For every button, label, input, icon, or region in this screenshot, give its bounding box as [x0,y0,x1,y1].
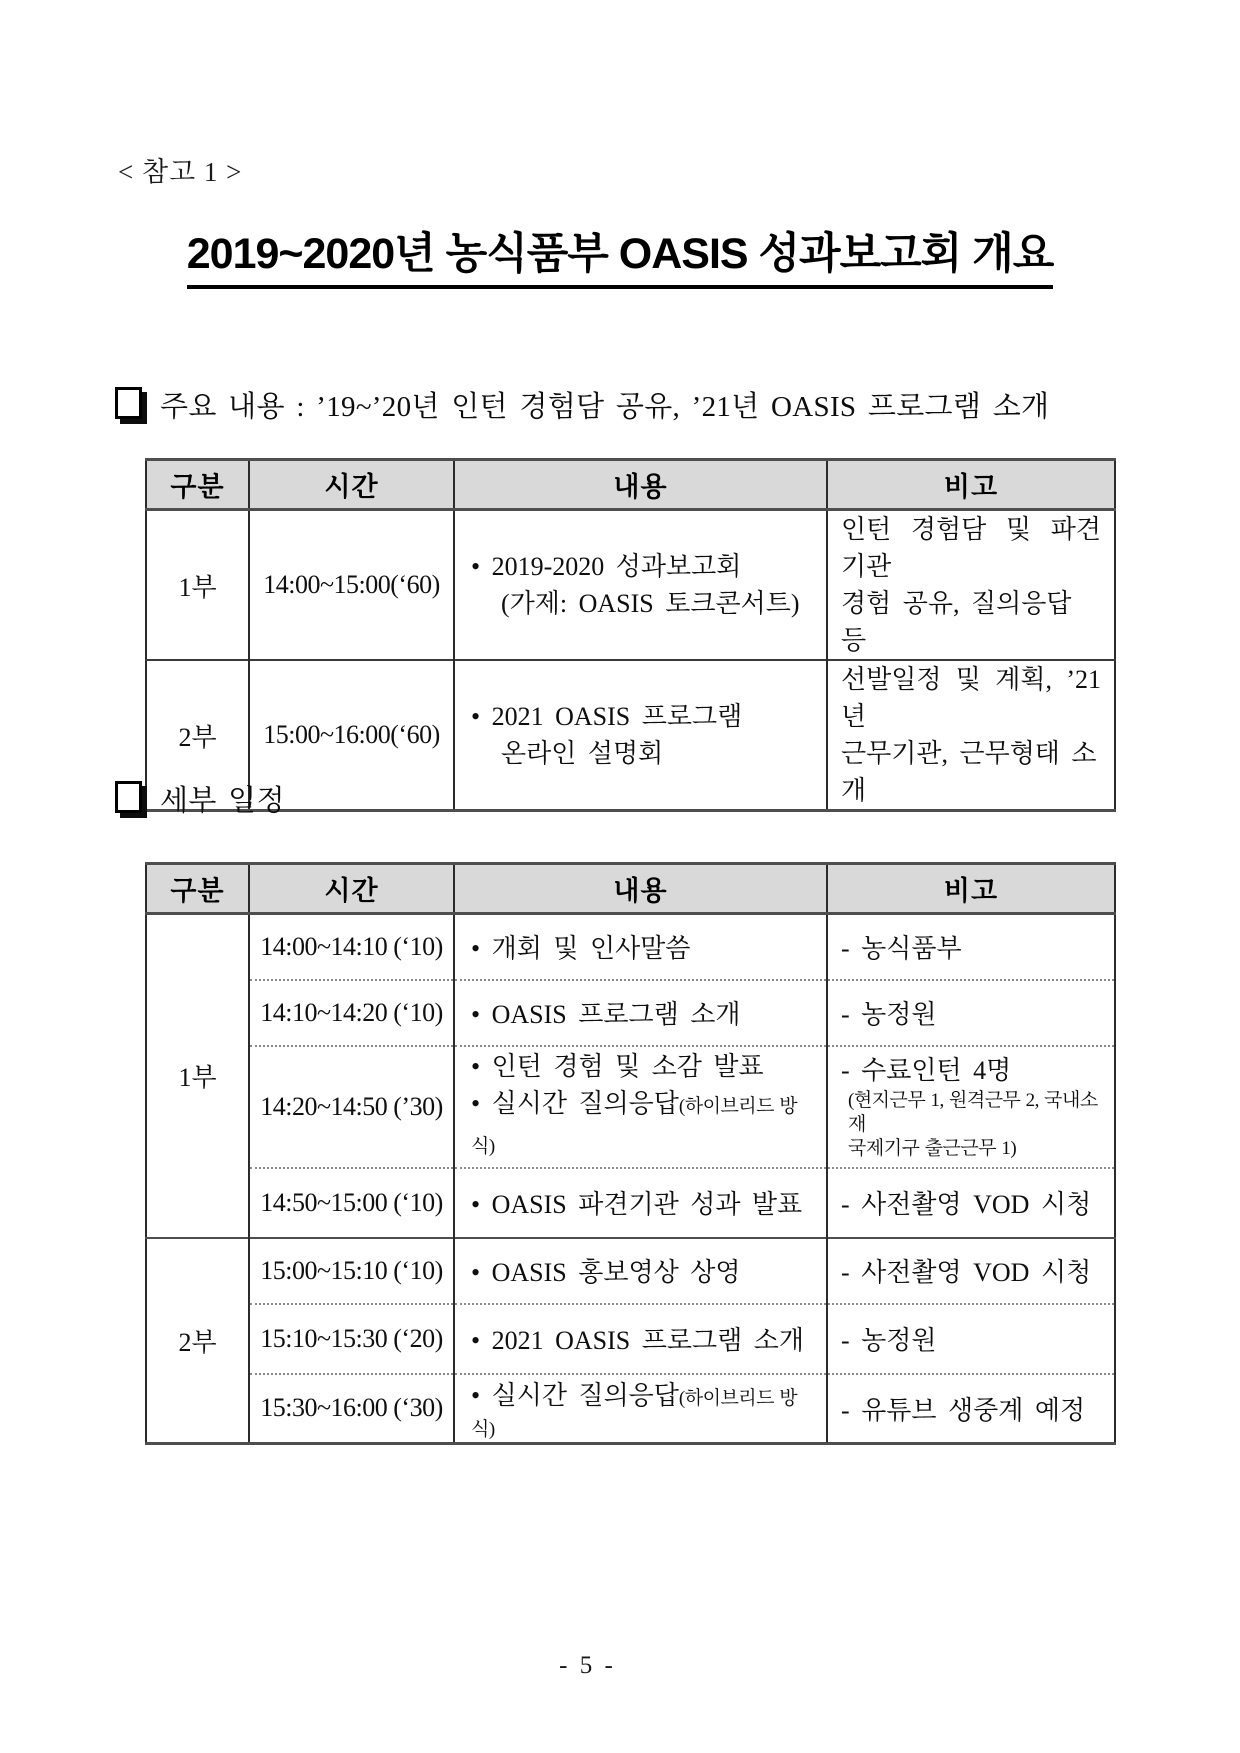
content-line: (가제: OASIS 토크콘서트) [501,589,800,618]
column-header-gubun: 구분 [146,864,249,914]
content-text: • 실시간 질의응답 [471,1089,679,1118]
column-header-time: 시간 [249,460,454,510]
column-header-gubun: 구분 [146,460,249,510]
content-cell [454,660,827,811]
time-cell: 14:00~14:10 (‘10) [249,914,454,980]
schedule-header-row [146,864,1115,914]
content-line [471,1085,818,1165]
overview-row-2 [146,660,1115,811]
square-bullet-icon [115,781,142,813]
time-cell: 15:00~16:00(‘60) [249,660,454,811]
schedule-row-4 [146,1168,1115,1238]
overview-heading: 주요 내용 : ’19~’20년 인턴 경험담 공유, ’21년 OASIS 프로그램 소개 [160,391,1050,423]
remark-line: 경험 공유, 질의응답 등 [841,589,1072,655]
section-overview [115,384,1049,425]
time-cell: 15:10~15:30 (‘20) [249,1304,454,1374]
content-line: • 2019-2020 성과보고회 [471,552,742,581]
remark-cell: - 농식품부 [827,914,1115,980]
time-cell: 14:20~14:50 (’30) [249,1046,454,1168]
remark-cell: - 농정원 [827,980,1115,1046]
remark-line: 인턴 경험담 및 파견기관 [841,515,1101,581]
content-cell: • 개회 및 인사말씀 [454,914,827,980]
section-schedule [115,778,285,819]
time-cell: 14:10~14:20 (‘10) [249,980,454,1046]
column-header-remark: 비고 [827,460,1115,510]
remark-line: 선발일정 및 계획, ’21년 [841,665,1101,731]
column-header-content: 내용 [454,460,827,510]
time-cell: 14:00~15:00(‘60) [249,510,454,661]
content-cell [454,1046,827,1168]
remark-small-line: (현지근무 1, 원격근무 2, 국내소재 [848,1090,1098,1135]
remark-line: 근무기관, 근무형태 소개 [841,739,1097,805]
content-cell: • OASIS 홍보영상 상영 [454,1238,827,1304]
column-header-time: 시간 [249,864,454,914]
remark-cell [827,660,1115,811]
content-cell: • 2021 OASIS 프로그램 소개 [454,1304,827,1374]
remark-line: - 수료인턴 4명 [841,1056,1012,1085]
square-bullet-icon [115,387,142,419]
time-cell: 15:00~15:10 (‘10) [249,1238,454,1304]
schedule-row-7 [146,1374,1115,1444]
schedule-heading: 세부 일정 [160,785,285,817]
content-text: • 실시간 질의응답 [471,1380,679,1410]
overview-header-row [146,460,1115,510]
title-wrap [0,220,1240,289]
remark-cell: - 유튜브 생중계 예정 [827,1374,1115,1444]
schedule-row-6 [146,1304,1115,1374]
content-line: 온라인 설명회 [501,739,664,768]
content-cell: • OASIS 프로그램 소개 [454,980,827,1046]
content-small-text: (하이브리드 방식) [471,1096,798,1157]
part-cell: 1부 [178,1063,217,1093]
remark-small-line: 국제기구 출근근무 1) [848,1138,1017,1159]
content-small-text: (하이브리드 방식) [471,1387,798,1440]
content-line: • 인턴 경험 및 소감 발표 [471,1052,764,1081]
remark-cell: - 사전촬영 VOD 시청 [827,1168,1115,1238]
part-cell: 1부 [178,572,217,602]
remark-cell: - 사전촬영 VOD 시청 [827,1238,1115,1304]
content-cell: • OASIS 파견기관 성과 발표 [454,1168,827,1238]
content-cell [454,510,827,661]
remark-cell: - 농정원 [827,1304,1115,1374]
schedule-row-5 [146,1238,1115,1304]
content-cell [454,1374,827,1444]
schedule-row-3 [146,1046,1115,1168]
overview-table [145,458,1116,812]
page-number: - 5 - [559,1652,616,1679]
time-cell: 15:30~16:00 (‘30) [249,1374,454,1444]
schedule-table [145,862,1116,1445]
column-header-remark: 비고 [827,864,1115,914]
overview-row-1 [146,510,1115,661]
schedule-row-1 [146,914,1115,980]
reference-label: < 참고 1 > [118,157,243,187]
time-cell: 14:50~15:00 (‘10) [249,1168,454,1238]
content-line: • 2021 OASIS 프로그램 [471,702,743,731]
page-title: 2019~2020년 농식품부 OASIS 성과보고회 개요 [187,220,1053,289]
schedule-row-2 [146,980,1115,1046]
column-header-content: 내용 [454,864,827,914]
part-cell: 2부 [146,660,249,811]
remark-cell [827,1046,1115,1168]
part-cell: 2부 [146,1238,249,1444]
remark-cell [827,510,1115,661]
